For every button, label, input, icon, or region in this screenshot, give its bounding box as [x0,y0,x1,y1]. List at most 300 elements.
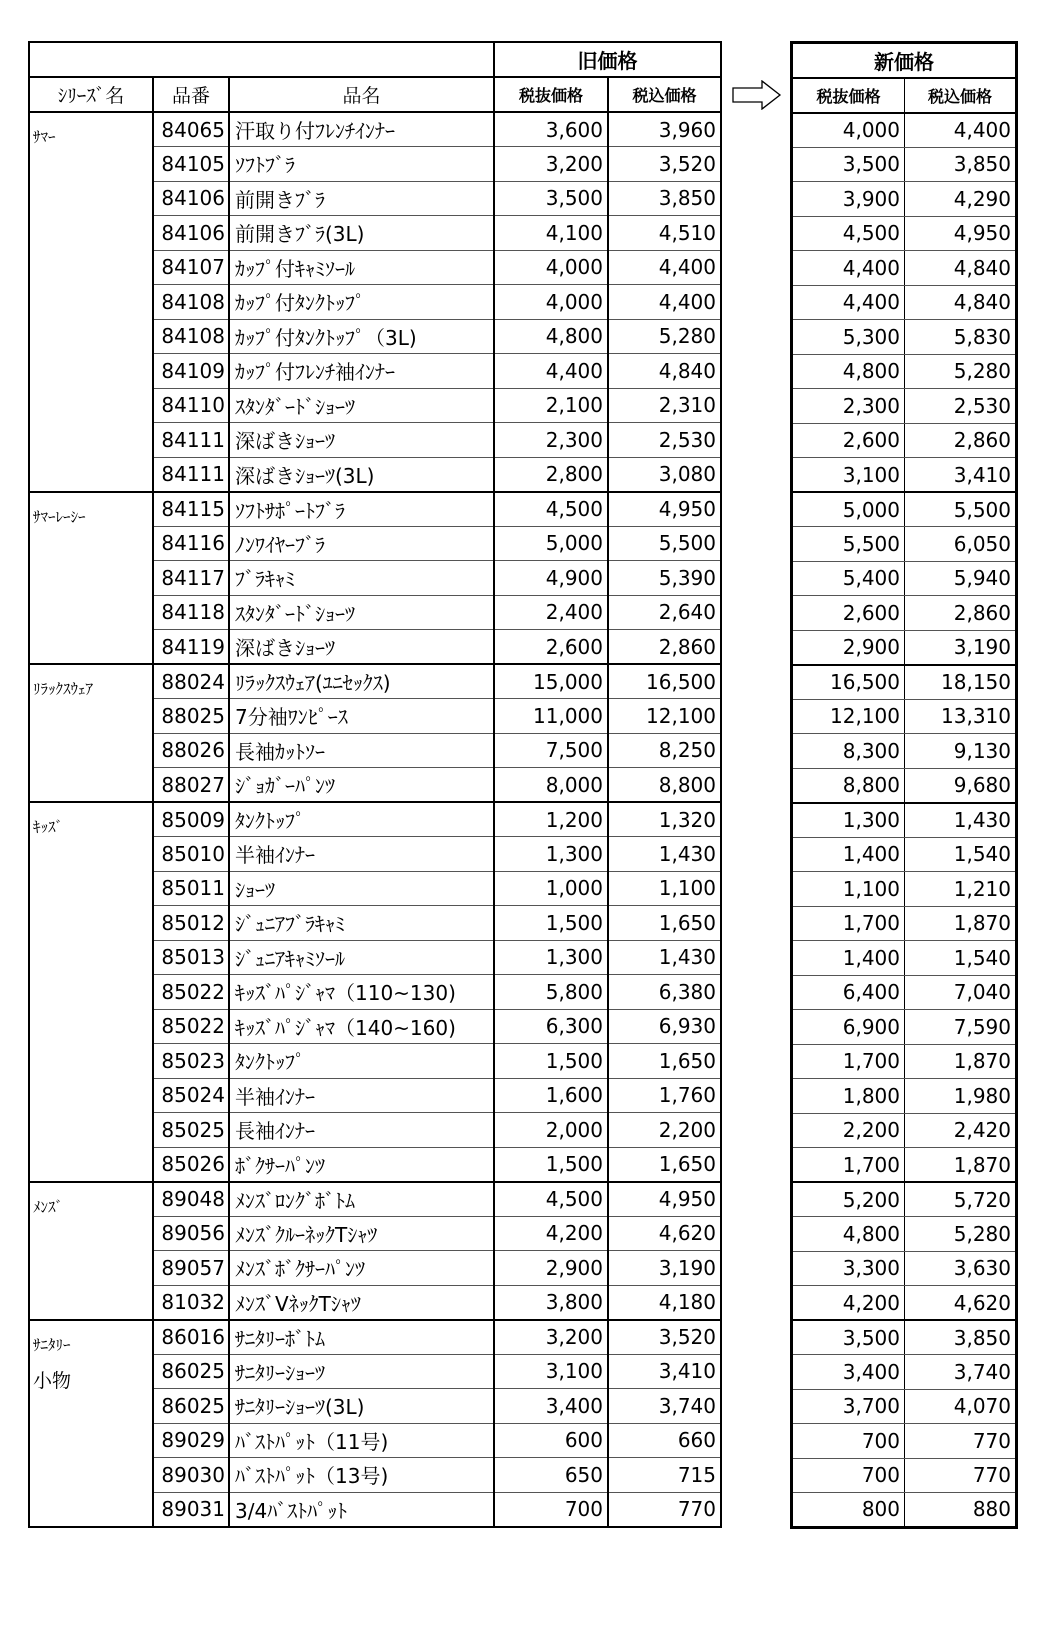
product-code: 84106 [153,216,229,251]
old-ex-tax-price: 4,400 [494,354,608,389]
series-label: 小物 [33,1369,72,1392]
product-name: ｼﾞｮｶﾞｰﾊﾟﾝﾂ [229,768,494,803]
old-ex-tax-price: 3,100 [494,1354,608,1389]
table-row [792,630,1017,665]
new-in-tax-price: 3,850 [905,147,1017,182]
new-ex-tax-price: 4,400 [792,251,905,286]
product-code: 84105 [153,147,229,182]
new-ex-tax-price: 2,300 [792,389,905,424]
new-ex-tax-price: 1,800 [792,1079,905,1114]
table-row [792,768,1017,803]
product-code: 89029 [153,1423,229,1458]
old-ex-tax-price: 700 [494,1492,608,1527]
series-label: ﾘﾗｯｸｽｳｪｱ [33,680,94,698]
new-ex-tax-price: 1,700 [792,1044,905,1079]
product-name: ﾊﾞｽﾄﾊﾟｯﾄ（11号) [229,1423,494,1458]
new-ex-tax-price: 700 [792,1458,905,1493]
old-in-tax-price: 1,100 [608,871,721,906]
new-ex-tax-price: 4,500 [792,216,905,251]
old-ex-tax-price: 2,400 [494,595,608,630]
old-ex-tax-header: 税抜価格 [494,77,608,112]
product-name: 深ばきｼｮｰﾂ [229,630,494,665]
old-in-tax-price: 3,740 [608,1389,721,1424]
product-code: 84110 [153,388,229,423]
new-in-tax-price: 5,280 [905,354,1017,389]
product-name: ﾒﾝｽﾞﾎﾞｸｻｰﾊﾟﾝﾂ [229,1251,494,1286]
new-in-tax-price: 770 [905,1458,1017,1493]
table-row [792,113,1017,148]
new-in-tax-price: 1,210 [905,872,1017,907]
new-ex-tax-price: 6,900 [792,1010,905,1045]
new-ex-tax-price: 1,700 [792,906,905,941]
old-ex-tax-price: 5,000 [494,526,608,561]
old-ex-tax-price: 11,000 [494,699,608,734]
new-in-tax-price: 3,740 [905,1355,1017,1390]
product-code: 85024 [153,1078,229,1113]
table-row [792,665,1017,700]
table-row [792,389,1017,424]
table-row [29,492,721,527]
new-in-tax-price: 4,620 [905,1286,1017,1321]
new-ex-tax-price: 3,500 [792,147,905,182]
new-ex-tax-price: 3,900 [792,182,905,217]
old-in-tax-price: 8,800 [608,768,721,803]
series-cell [29,802,153,1182]
product-code: 89057 [153,1251,229,1286]
table-row [792,1458,1017,1493]
product-code: 85010 [153,837,229,872]
product-code: 86025 [153,1354,229,1389]
product-name: ｶｯﾌﾟ付ﾌﾚﾝﾁ袖ｲﾝﾅｰ [229,354,494,389]
table-row [29,664,721,699]
product-name: ﾊﾞｽﾄﾊﾟｯﾄ（13号) [229,1458,494,1493]
table-row [792,1148,1017,1183]
product-code: 89031 [153,1492,229,1527]
product-name: ﾀﾝｸﾄｯﾌﾟ [229,1044,494,1079]
new-ex-tax-price: 2,200 [792,1113,905,1148]
old-ex-tax-price: 1,500 [494,1147,608,1182]
old-in-tax-price: 3,410 [608,1354,721,1389]
product-name: ｻﾆﾀﾘｰｼｮｰﾂ(3L) [229,1389,494,1424]
product-code: 85022 [153,1009,229,1044]
table-row [792,182,1017,217]
new-ex-tax-header: 税抜価格 [792,78,905,113]
new-in-tax-price: 7,590 [905,1010,1017,1045]
new-in-tax-price: 9,130 [905,734,1017,769]
new-in-tax-price: 5,940 [905,561,1017,596]
table-row [792,1217,1017,1252]
table-row [792,596,1017,631]
new-ex-tax-price: 4,800 [792,354,905,389]
old-ex-tax-price: 4,900 [494,561,608,596]
table-row [792,527,1017,562]
old-in-tax-price: 3,520 [608,1320,721,1355]
product-code: 84118 [153,595,229,630]
product-name: ｷｯｽﾞﾊﾟｼﾞｬﾏ（110~130) [229,975,494,1010]
table-row [792,1182,1017,1217]
old-price-table [28,41,722,1528]
new-ex-tax-price: 2,900 [792,630,905,665]
new-in-tax-price: 5,500 [905,492,1017,527]
new-ex-tax-price: 3,500 [792,1320,905,1355]
product-code: 84115 [153,492,229,527]
product-code: 89056 [153,1216,229,1251]
new-in-tax-price: 2,860 [905,423,1017,458]
old-ex-tax-price: 4,100 [494,216,608,251]
new-in-tax-price: 1,430 [905,803,1017,838]
product-name: ｿﾌﾄﾌﾞﾗ [229,147,494,182]
table-row [29,802,721,837]
product-name: ｻﾆﾀﾘｰﾎﾞﾄﾑ [229,1320,494,1355]
product-name: ｼﾞｭﾆｱﾌﾞﾗｷｬﾐ [229,906,494,941]
series-label: ｻﾏｰﾚｰｼｰ [33,507,86,526]
old-ex-tax-price: 3,800 [494,1285,608,1320]
new-in-tax-price: 4,840 [905,251,1017,286]
table-row [792,423,1017,458]
new-in-tax-price: 13,310 [905,699,1017,734]
old-in-tax-price: 660 [608,1423,721,1458]
product-code: 86025 [153,1389,229,1424]
old-in-tax-price: 3,850 [608,181,721,216]
old-price-header: 旧価格 [494,42,721,77]
product-name: ﾀﾝｸﾄｯﾌﾟ [229,802,494,837]
series-cell [29,664,153,802]
old-ex-tax-price: 2,600 [494,630,608,665]
new-in-tax-price: 6,050 [905,527,1017,562]
product-code: 84111 [153,457,229,492]
product-code: 89030 [153,1458,229,1493]
new-price-header: 新価格 [792,43,1017,78]
new-in-tax-price: 1,980 [905,1079,1017,1114]
product-name: 長袖ｶｯﾄｿｰ [229,733,494,768]
product-code: 84116 [153,526,229,561]
table-row [792,1389,1017,1424]
product-name: ﾒﾝｽﾞｸﾙｰﾈｯｸTｼｬﾂ [229,1216,494,1251]
product-name: ﾒﾝｽﾞﾛﾝｸﾞﾎﾞﾄﾑ [229,1182,494,1217]
new-in-tax-price: 7,040 [905,975,1017,1010]
old-in-tax-price: 4,950 [608,492,721,527]
old-in-tax-price: 16,500 [608,664,721,699]
table-row [792,1044,1017,1079]
new-in-tax-header: 税込価格 [905,78,1017,113]
product-code: 84108 [153,319,229,354]
new-in-tax-price: 4,950 [905,216,1017,251]
old-ex-tax-price: 4,200 [494,1216,608,1251]
product-name: 深ばきｼｮｰﾂ(3L) [229,457,494,492]
new-ex-tax-price: 6,400 [792,975,905,1010]
old-in-tax-price: 1,650 [608,1044,721,1079]
table-row [792,734,1017,769]
product-code: 84106 [153,181,229,216]
new-ex-tax-price: 3,700 [792,1389,905,1424]
table-row [792,975,1017,1010]
new-ex-tax-price: 1,100 [792,872,905,907]
product-name: ﾘﾗｯｸｽｳｪｱ(ﾕﾆｾｯｸｽ) [229,664,494,699]
new-ex-tax-price: 3,100 [792,458,905,493]
old-ex-tax-price: 1,300 [494,837,608,872]
old-ex-tax-price: 8,000 [494,768,608,803]
table-row [792,147,1017,182]
series-label: ｻﾏｰ [33,128,56,146]
new-ex-tax-price: 8,300 [792,734,905,769]
new-ex-tax-price: 1,300 [792,803,905,838]
product-code: 88024 [153,664,229,699]
product-code: 88026 [153,733,229,768]
old-ex-tax-price: 1,200 [494,802,608,837]
new-in-tax-price: 5,830 [905,320,1017,355]
table-row [792,1424,1017,1459]
new-ex-tax-price: 5,200 [792,1182,905,1217]
old-in-tax-price: 3,190 [608,1251,721,1286]
new-ex-tax-price: 4,400 [792,285,905,320]
new-in-tax-price: 3,190 [905,630,1017,665]
old-ex-tax-price: 2,100 [494,388,608,423]
old-in-tax-price: 5,280 [608,319,721,354]
old-ex-tax-price: 4,000 [494,285,608,320]
table-row [792,941,1017,976]
old-ex-tax-price: 2,000 [494,1113,608,1148]
table-row [29,1320,721,1355]
table-row [792,492,1017,527]
table-row [792,1251,1017,1286]
new-ex-tax-price: 4,200 [792,1286,905,1321]
old-in-tax-price: 4,950 [608,1182,721,1217]
old-in-tax-price: 4,400 [608,250,721,285]
table-row [792,1320,1017,1355]
product-name: ｶｯﾌﾟ付ﾀﾝｸﾄｯﾌﾟ（3L) [229,319,494,354]
old-in-tax-price: 4,840 [608,354,721,389]
product-name: ｿﾌﾄｻﾎﾟｰﾄﾌﾞﾗ [229,492,494,527]
product-code: 88025 [153,699,229,734]
old-ex-tax-price: 2,900 [494,1251,608,1286]
old-ex-tax-price: 3,400 [494,1389,608,1424]
product-code: 84117 [153,561,229,596]
product-name: ｼｮｰﾂ [229,871,494,906]
old-ex-tax-price: 1,300 [494,940,608,975]
old-in-tax-price: 12,100 [608,699,721,734]
product-name: 深ばきｼｮｰﾂ [229,423,494,458]
new-in-tax-price: 4,400 [905,113,1017,148]
old-in-tax-price: 1,650 [608,906,721,941]
old-ex-tax-price: 6,300 [494,1009,608,1044]
old-ex-tax-price: 4,000 [494,250,608,285]
product-code: 84119 [153,630,229,665]
table-row [792,1010,1017,1045]
series-cell [29,1182,153,1320]
product-code: 84107 [153,250,229,285]
table-row [792,1079,1017,1114]
product-code: 84065 [153,112,229,147]
new-ex-tax-price: 3,300 [792,1251,905,1286]
new-in-tax-price: 2,420 [905,1113,1017,1148]
old-in-tax-price: 2,310 [608,388,721,423]
table-row [792,1493,1017,1528]
product-name: 汗取り付ﾌﾚﾝﾁｲﾝﾅｰ [229,112,494,147]
product-code: 84111 [153,423,229,458]
old-in-tax-price: 2,530 [608,423,721,458]
product-code: 85023 [153,1044,229,1079]
old-in-tax-price: 770 [608,1492,721,1527]
new-in-tax-price: 1,540 [905,941,1017,976]
old-in-tax-price: 1,760 [608,1078,721,1113]
table-row [792,354,1017,389]
old-ex-tax-price: 3,200 [494,147,608,182]
name-column-header: 品名 [229,77,494,112]
product-name: ｻﾆﾀﾘｰｼｮｰﾂ [229,1354,494,1389]
table-row [792,251,1017,286]
new-in-tax-price: 9,680 [905,768,1017,803]
table-row [792,699,1017,734]
table-row [29,112,721,147]
product-code: 89048 [153,1182,229,1217]
series-label: ﾒﾝｽﾞ [33,1197,64,1216]
product-name: ｽﾀﾝﾀﾞｰﾄﾞｼｮｰﾂ [229,388,494,423]
new-in-tax-price: 2,530 [905,389,1017,424]
table-row [792,837,1017,872]
product-name: ﾉﾝﾜｲﾔｰﾌﾞﾗ [229,526,494,561]
new-ex-tax-price: 5,000 [792,492,905,527]
table-row [792,285,1017,320]
product-name: 前開きﾌﾞﾗ(3L) [229,216,494,251]
product-name: ｶｯﾌﾟ付ﾀﾝｸﾄｯﾌﾟ [229,285,494,320]
old-in-tax-price: 6,380 [608,975,721,1010]
new-in-tax-price: 4,070 [905,1389,1017,1424]
old-ex-tax-price: 2,800 [494,457,608,492]
old-ex-tax-price: 4,500 [494,1182,608,1217]
old-ex-tax-price: 4,800 [494,319,608,354]
new-ex-tax-price: 5,300 [792,320,905,355]
old-in-tax-price: 4,620 [608,1216,721,1251]
series-column-header: ｼﾘｰｽﾞ名 [29,77,153,112]
old-in-tax-price: 1,650 [608,1147,721,1182]
product-name: 長袖ｲﾝﾅｰ [229,1113,494,1148]
product-code: 85025 [153,1113,229,1148]
old-in-tax-price: 8,250 [608,733,721,768]
table-row [792,1113,1017,1148]
new-ex-tax-price: 700 [792,1424,905,1459]
series-label: ｻﾆﾀﾘｰ [33,1335,71,1354]
product-code: 84109 [153,354,229,389]
old-in-tax-price: 715 [608,1458,721,1493]
product-name: ｽﾀﾝﾀﾞｰﾄﾞｼｮｰﾂ [229,595,494,630]
new-in-tax-price: 1,540 [905,837,1017,872]
new-in-tax-price: 5,280 [905,1217,1017,1252]
old-in-tax-price: 1,320 [608,802,721,837]
old-in-tax-price: 1,430 [608,837,721,872]
product-name: 前開きﾌﾞﾗ [229,181,494,216]
product-code: 85022 [153,975,229,1010]
product-name: ｶｯﾌﾟ付ｷｬﾐｿｰﾙ [229,250,494,285]
old-ex-tax-price: 5,800 [494,975,608,1010]
product-name: 半袖ｲﾝﾅｰ [229,837,494,872]
new-ex-tax-price: 2,600 [792,596,905,631]
product-name: ﾎﾞｸｻｰﾊﾟﾝﾂ [229,1147,494,1182]
series-label: ｷｯｽﾞ [33,818,64,836]
product-name: 半袖ｲﾝﾅｰ [229,1078,494,1113]
old-ex-tax-price: 3,500 [494,181,608,216]
old-in-tax-price: 1,430 [608,940,721,975]
old-in-tax-price: 4,180 [608,1285,721,1320]
old-in-tax-price: 4,510 [608,216,721,251]
new-ex-tax-price: 12,100 [792,699,905,734]
table-row [792,458,1017,493]
series-cell [29,112,153,492]
old-ex-tax-price: 1,600 [494,1078,608,1113]
code-column-header: 品番 [153,77,229,112]
table-row [792,803,1017,838]
old-in-tax-price: 6,930 [608,1009,721,1044]
new-ex-tax-price: 5,400 [792,561,905,596]
product-code: 88027 [153,768,229,803]
new-in-tax-price: 3,630 [905,1251,1017,1286]
new-ex-tax-price: 800 [792,1493,905,1528]
new-ex-tax-price: 16,500 [792,665,905,700]
old-in-tax-price: 2,200 [608,1113,721,1148]
old-ex-tax-price: 2,300 [494,423,608,458]
old-ex-tax-price: 3,600 [494,112,608,147]
new-ex-tax-price: 3,400 [792,1355,905,1390]
old-in-tax-price: 3,520 [608,147,721,182]
old-in-tax-header: 税込価格 [608,77,721,112]
new-in-tax-price: 5,720 [905,1182,1017,1217]
new-ex-tax-price: 4,800 [792,1217,905,1252]
new-in-tax-price: 18,150 [905,665,1017,700]
product-code: 85009 [153,802,229,837]
old-in-tax-price: 2,860 [608,630,721,665]
old-in-tax-price: 4,400 [608,285,721,320]
new-in-tax-price: 4,840 [905,285,1017,320]
old-ex-tax-price: 1,000 [494,871,608,906]
new-ex-tax-price: 2,600 [792,423,905,458]
product-code: 81032 [153,1285,229,1320]
new-ex-tax-price: 4,000 [792,113,905,148]
table-row [29,1182,721,1217]
new-ex-tax-price: 5,500 [792,527,905,562]
table-row [792,872,1017,907]
product-name: 7分袖ﾜﾝﾋﾟｰｽ [229,699,494,734]
table-row [792,1286,1017,1321]
table-row [792,320,1017,355]
table-row [792,561,1017,596]
new-in-tax-price: 3,850 [905,1320,1017,1355]
new-in-tax-price: 1,870 [905,1044,1017,1079]
old-ex-tax-price: 4,500 [494,492,608,527]
old-in-tax-price: 5,390 [608,561,721,596]
product-name: 3/4ﾊﾞｽﾄﾊﾟｯﾄ [229,1492,494,1527]
new-in-tax-price: 1,870 [905,906,1017,941]
product-code: 85011 [153,871,229,906]
product-code: 84108 [153,285,229,320]
table-row [792,1355,1017,1390]
old-in-tax-price: 5,500 [608,526,721,561]
old-ex-tax-price: 7,500 [494,733,608,768]
new-in-tax-price: 770 [905,1424,1017,1459]
product-code: 86016 [153,1320,229,1355]
old-ex-tax-price: 3,200 [494,1320,608,1355]
product-name: ﾌﾞﾗｷｬﾐ [229,561,494,596]
old-in-tax-price: 3,960 [608,112,721,147]
new-in-tax-price: 880 [905,1493,1017,1528]
old-ex-tax-price: 15,000 [494,664,608,699]
arrow-right-icon [732,80,782,110]
series-cell [29,1320,153,1527]
product-name: ｷｯｽﾞﾊﾟｼﾞｬﾏ（140~160) [229,1009,494,1044]
old-in-tax-price: 2,640 [608,595,721,630]
old-ex-tax-price: 1,500 [494,906,608,941]
table-row [792,906,1017,941]
series-cell [29,492,153,665]
product-name: ｼﾞｭﾆｱｷｬﾐｿｰﾙ [229,940,494,975]
